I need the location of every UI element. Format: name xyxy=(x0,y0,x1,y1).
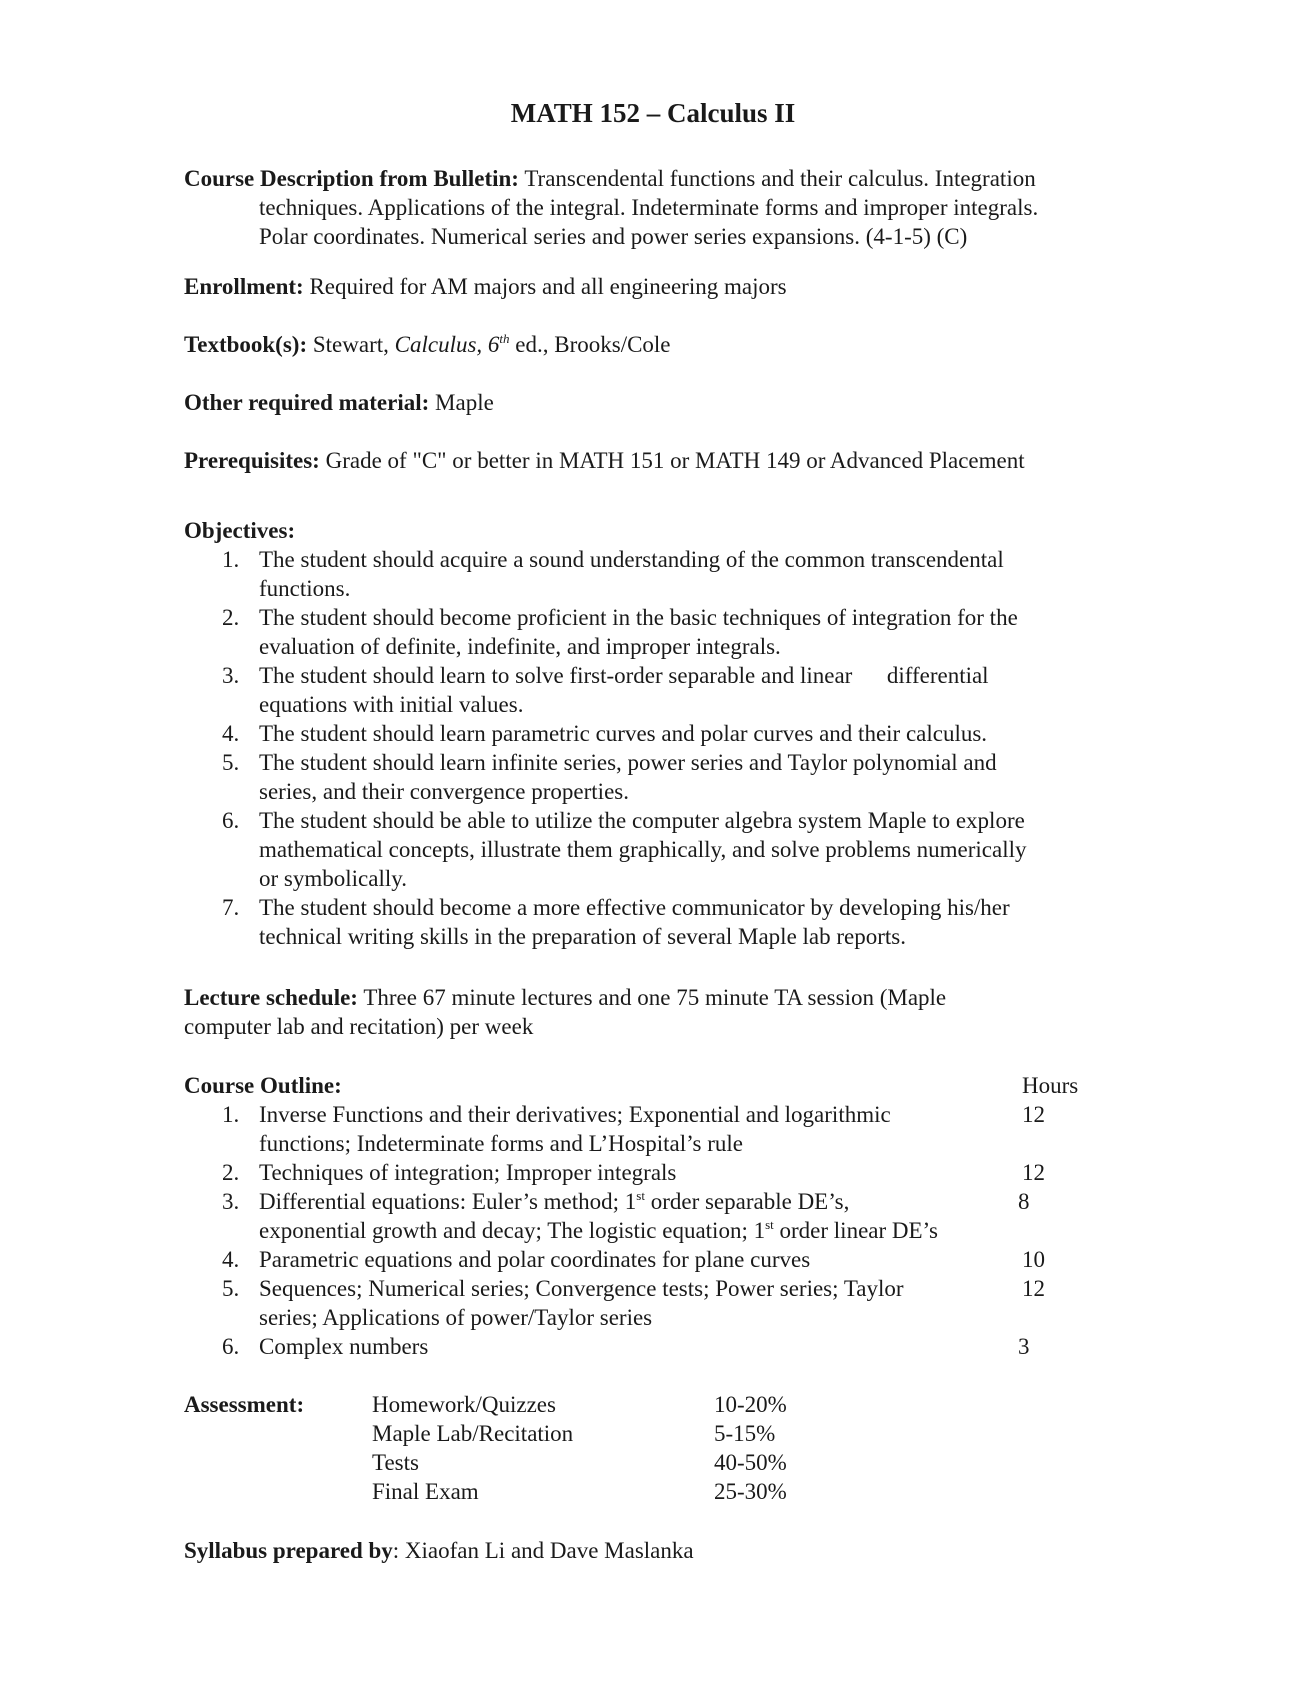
objective-item: 4. The student should learn parametric curves and polar curves and their calculus. xyxy=(222,721,988,746)
outline-hours: 12 xyxy=(1022,1276,1045,1301)
course-outline-list xyxy=(184,1100,1044,1361)
textbook xyxy=(184,330,671,359)
objective-item: 6. The student should be able to utilize the computer algebra system Maple to explore mathematical concepts, illustrate them graphically, and solve problems numerically or symbolically. xyxy=(222,808,1027,891)
outline-hours: 3 xyxy=(1018,1334,1030,1359)
objective-item: 5. The student should learn infinite series, power series and Taylor polynomial and series, and their convergence properties. xyxy=(222,750,997,804)
objectives-heading: Objectives: xyxy=(184,518,296,543)
enrollment-label: Enrollment: xyxy=(184,274,304,299)
textbook-edition: 6th xyxy=(487,331,510,357)
course-description-label: Course Description from Bulletin: xyxy=(184,166,519,191)
syllabus-prepared-by xyxy=(184,1536,694,1565)
other-material-text: Maple xyxy=(435,390,494,415)
enrollment-text: Required for AM majors and all engineering majors xyxy=(309,274,787,299)
objectives-list xyxy=(184,545,1124,951)
hours-column-header: Hours xyxy=(1022,1073,1079,1098)
outline-hours: 10 xyxy=(1022,1247,1045,1272)
lecture-schedule xyxy=(184,983,946,1041)
other-required-material xyxy=(184,388,494,417)
prerequisites-label: Prerequisites: xyxy=(184,448,320,473)
textbook-author: Stewart, xyxy=(312,332,389,357)
outline-item: 5. Sequences; Numerical series; Convergence tests; Power series; Taylor series; Applications of power/Taylor series xyxy=(222,1276,904,1330)
assessment-item-percent: 10-20% xyxy=(714,1392,787,1417)
enrollment xyxy=(184,272,787,301)
assessment-label: Assessment: xyxy=(184,1392,305,1417)
prepared-by-colon: : xyxy=(392,1538,400,1563)
textbook-publisher: ed., Brooks/Cole xyxy=(515,332,671,357)
assessment-item-percent: 5-15% xyxy=(714,1421,776,1446)
other-material-label: Other required material: xyxy=(184,390,430,415)
lecture-schedule-line-2: computer lab and recitation) per week xyxy=(184,1014,534,1039)
course-description-line-2: techniques. Applications of the integral. Indeterminate forms and improper integrals. xyxy=(259,195,1039,220)
assessment-item-percent: 40-50% xyxy=(714,1450,787,1475)
outline-hours: 12 xyxy=(1022,1160,1045,1185)
prerequisites xyxy=(184,446,1025,475)
assessment-item-name: Maple Lab/Recitation xyxy=(372,1421,574,1446)
objective-item: 3. The student should learn to solve first-order separable and linear differential equations with initial values. xyxy=(222,663,989,717)
outline-item: 4. Parametric equations and polar coordinates for plane curves xyxy=(222,1247,811,1272)
assessment-item-name: Final Exam xyxy=(372,1479,479,1504)
prerequisites-text: Grade of "C" or better in MATH 151 or MATH 149 or Advanced Placement xyxy=(325,448,1025,473)
textbook-title: Calculus, xyxy=(394,332,483,357)
course-outline-heading: Course Outline: xyxy=(184,1073,342,1098)
objective-item: 7. The student should become a more effective communicator by developing his/her technical writing skills in the preparation of several Maple lab reports. xyxy=(222,895,1010,949)
prepared-by-names: Xiaofan Li and Dave Maslanka xyxy=(404,1538,694,1563)
prepared-by-label: Syllabus prepared by xyxy=(184,1538,393,1563)
outline-item: 6. Complex numbers xyxy=(222,1334,429,1359)
outline-item: 3. Differential equations: Euler’s method; 1st order separable DE’s, exponential growth and decay; The logistic equation; 1st order linear DE’s xyxy=(222,1188,938,1243)
outline-item: 1. Inverse Functions and their derivatives; Exponential and logarithmic functions; Indeterminate forms and L’Hospital’s rule xyxy=(222,1102,891,1156)
outline-item: 2. Techniques of integration; Improper integrals xyxy=(222,1160,677,1185)
objective-item: 1. The student should acquire a sound understanding of the common transcendental functions. xyxy=(222,547,1004,601)
outline-hours: 12 xyxy=(1022,1102,1045,1127)
course-description-line-1: Transcendental functions and their calculus. Integration xyxy=(524,166,1036,191)
course-description xyxy=(184,164,1144,251)
lecture-schedule-line-1: Three 67 minute lectures and one 75 minute TA session (Maple xyxy=(363,985,947,1010)
page-title: MATH 152 – Calculus II xyxy=(510,98,796,128)
assessment-item-name: Tests xyxy=(372,1450,419,1475)
objective-item: 2. The student should become proficient in the basic techniques of integration for the evaluation of definite, indefinite, and improper integrals. xyxy=(222,605,1018,659)
assessment-item-name: Homework/Quizzes xyxy=(372,1392,556,1417)
textbook-label: Textbook(s): xyxy=(184,332,308,357)
course-description-line-3: Polar coordinates. Numerical series and power series expansions. (4-1-5) (C) xyxy=(259,224,968,249)
outline-hours: 8 xyxy=(1018,1189,1030,1214)
assessment-item-percent: 25-30% xyxy=(714,1479,787,1504)
lecture-schedule-label: Lecture schedule: xyxy=(184,985,358,1010)
